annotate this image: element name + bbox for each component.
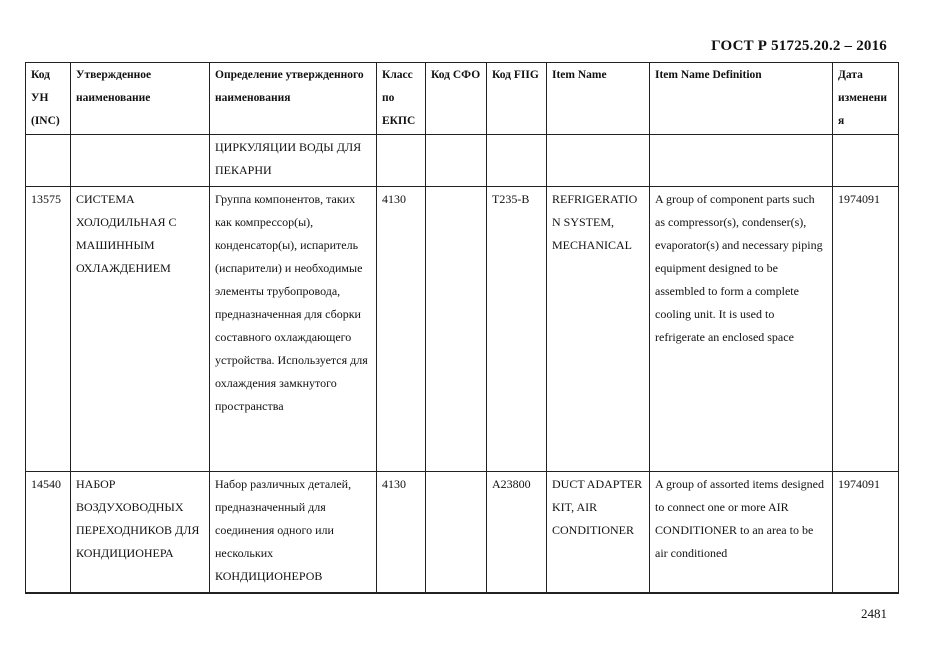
cell-item-def: A group of component parts such as compressor(s), condenser(s), evaporator(s) and necessary piping equipment designed to be assembled to form a complete cooling unit. It is used to refrigerate an enclosed space xyxy=(650,187,833,472)
cell-ekps: 4130 xyxy=(377,472,426,594)
col-header-definition: Определение утвержденного наименования xyxy=(210,63,377,135)
cell-inc xyxy=(26,135,71,187)
catalog-table xyxy=(25,62,899,594)
cell-definition-ru: ЦИРКУЛЯЦИИ ВОДЫ ДЛЯ ПЕКАРНИ xyxy=(210,135,377,187)
cell-name-ru: НАБОР ВОЗДУХОВОДНЫХ ПЕРЕХОДНИКОВ ДЛЯ КОНДИЦИОНЕРА xyxy=(71,472,210,594)
cell-name-ru xyxy=(71,135,210,187)
document-standard-header: ГОСТ Р 51725.20.2 – 2016 xyxy=(711,38,887,54)
table-header-row xyxy=(26,63,899,135)
col-header-item-name-definition: Item Name Definition xyxy=(650,63,833,135)
col-header-approved-name: Утвержденное наименование xyxy=(71,63,210,135)
cell-item-name: DUCT ADAPTER KIT, AIR CONDITIONER xyxy=(547,472,650,594)
cell-item-name: REFRIGERATION SYSTEM, MECHANICAL xyxy=(547,187,650,472)
cell-item-def xyxy=(650,135,833,187)
cell-item-name xyxy=(547,135,650,187)
cell-fiig xyxy=(487,135,547,187)
table-row xyxy=(26,472,899,594)
cell-sfo xyxy=(426,135,487,187)
cell-date: 1974091 xyxy=(833,187,899,472)
col-header-sfo-code: Код СФО xyxy=(426,63,487,135)
col-header-ekps-class: Класс по ЕКПС xyxy=(377,63,426,135)
cell-date xyxy=(833,135,899,187)
cell-sfo xyxy=(426,472,487,594)
cell-item-def: A group of assorted items designed to connect one or more AIR CONDITIONER to an area to be air conditioned xyxy=(650,472,833,594)
cell-date: 1974091 xyxy=(833,472,899,594)
cell-definition-ru: Группа компонентов, таких как компрессор(ы), конденсатор(ы), испаритель (испарители) и необходимые элементы трубопровода, предназначенная для сборки составного охлаждающего устройства. Используется для охлаждения замкнутого пространства xyxy=(210,187,377,472)
cell-ekps xyxy=(377,135,426,187)
col-header-item-name: Item Name xyxy=(547,63,650,135)
table-row-continuation xyxy=(26,135,899,187)
cell-name-ru: СИСТЕМА ХОЛОДИЛЬНАЯ С МАШИННЫМ ОХЛАЖДЕНИЕМ xyxy=(71,187,210,472)
cell-ekps: 4130 xyxy=(377,187,426,472)
page-number: 2481 xyxy=(861,606,887,621)
cell-inc: 14540 xyxy=(26,472,71,594)
cell-sfo xyxy=(426,187,487,472)
cell-inc: 13575 xyxy=(26,187,71,472)
cell-fiig: T235-B xyxy=(487,187,547,472)
table-row xyxy=(26,187,899,472)
cell-fiig: A23800 xyxy=(487,472,547,594)
col-header-inc: Код УН (INC) xyxy=(26,63,71,135)
col-header-change-date: Дата изменения xyxy=(833,63,899,135)
col-header-fiig-code: Код FIIG xyxy=(487,63,547,135)
cell-definition-ru: Набор различных деталей, предназначенный для соединения одного или нескольких КОНДИЦИОНЕРОВ xyxy=(210,472,377,594)
